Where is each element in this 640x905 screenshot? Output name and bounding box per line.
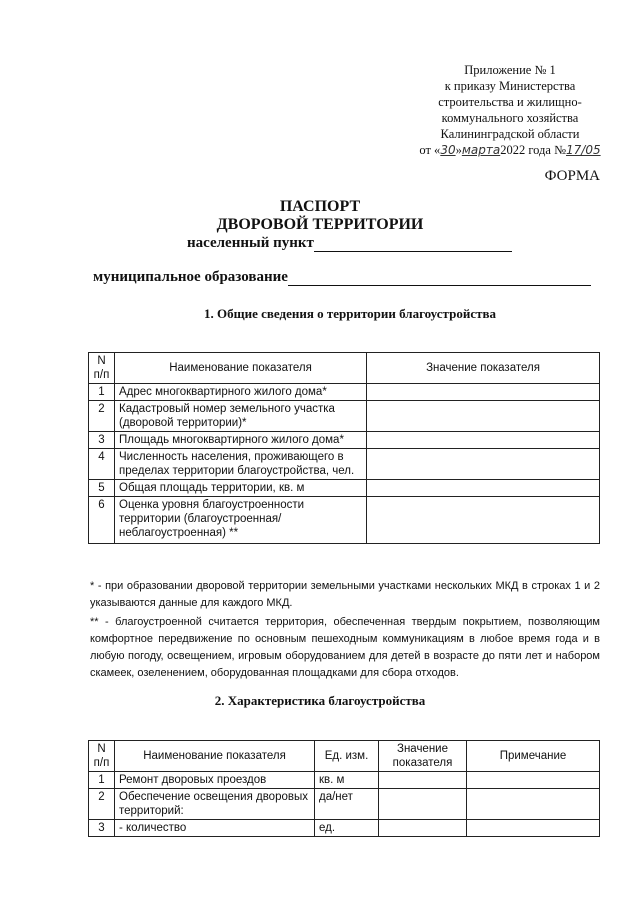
row-name: Кадастровый номер земельного участка (дворовой территории)* — [115, 401, 367, 432]
header-name: Наименование показателя — [115, 741, 315, 772]
row-number: 1 — [89, 772, 115, 789]
table-row — [89, 449, 600, 480]
table-row — [89, 480, 600, 497]
row-name: Ремонт дворовых проездов — [115, 772, 315, 789]
table-row — [89, 497, 600, 544]
header-unit: Ед. изм. — [315, 741, 379, 772]
row-value-cell[interactable] — [367, 497, 600, 544]
municipality-label: муниципальное образование — [93, 269, 288, 285]
row-number: 5 — [89, 480, 115, 497]
municipality-blank[interactable] — [288, 271, 591, 286]
approval-line: коммунального хозяйства — [441, 111, 579, 125]
approval-date-line — [395, 142, 625, 158]
approval-line: строительства и жилищно- — [438, 95, 582, 109]
date-prefix: от « — [419, 143, 441, 157]
row-unit: да/нет — [315, 789, 379, 820]
table-row — [89, 401, 600, 432]
row-number: 1 — [89, 384, 115, 401]
row-value-cell[interactable] — [367, 449, 600, 480]
table-header-row — [89, 741, 600, 772]
row-value-cell[interactable] — [367, 384, 600, 401]
table-header-row — [89, 353, 600, 384]
table-row — [89, 789, 600, 820]
handwritten-month: марта — [461, 143, 501, 157]
header-value: Значение показателя — [367, 353, 600, 384]
row-name: - количество — [115, 820, 315, 837]
row-value-cell[interactable] — [379, 789, 467, 820]
passport-subtitle: ДВОРОВОЙ ТЕРРИТОРИИ — [216, 216, 424, 233]
row-name: Обеспечение освещения дворовых территорий: — [115, 789, 315, 820]
row-name: Адрес многоквартирного жилого дома* — [115, 384, 367, 401]
footnote-double-star: ** - благоустроенной считается территория, обеспеченная твердым покрытием, позволяющим комфортное передвижение по основным пешеходным коммуникациям в любое время года и в любую погоду, освещением, игровым оборудованием для детей в возрасте до пяти лет и набором скамеек, озеленением, оборудованная площадками для сбора отходов. — [90, 616, 600, 679]
approval-line: Приложение № 1 — [464, 63, 556, 77]
row-number: 2 — [89, 401, 115, 432]
row-name: Общая площадь территории, кв. м — [115, 480, 367, 497]
section1-heading: 1. Общие сведения о территории благоустройства — [204, 306, 496, 321]
handwritten-day: 30 — [440, 143, 456, 157]
table-row — [89, 384, 600, 401]
date-suffix: 2022 года № — [500, 143, 567, 157]
row-number: 3 — [89, 820, 115, 837]
approval-block — [395, 62, 625, 158]
municipality-field — [93, 269, 591, 286]
row-note-cell[interactable] — [467, 820, 600, 837]
row-name: Численность населения, проживающего в пределах территории благоустройства, чел. — [115, 449, 367, 480]
row-number: 3 — [89, 432, 115, 449]
row-number: 6 — [89, 497, 115, 544]
settlement-label: населенный пункт — [187, 235, 314, 251]
forma-label: ФОРМА — [544, 168, 600, 184]
handwritten-number: 17/05 — [566, 143, 601, 157]
row-name: Оценка уровня благоустроенности территории (благоустроенная/ неблагоустроенная) ** — [115, 497, 367, 544]
row-value-cell[interactable] — [367, 401, 600, 432]
general-info-table — [88, 352, 600, 544]
header-note: Примечание — [467, 741, 600, 772]
footnote-single-star: * - при образовании дворовой территории земельными участками нескольких МКД в строках 1 и 2 указываются данные для каждого МКД. — [90, 580, 600, 609]
settlement-field — [187, 235, 512, 252]
row-unit: ед. — [315, 820, 379, 837]
row-note-cell[interactable] — [467, 772, 600, 789]
table-row — [89, 432, 600, 449]
header-number: N п/п — [89, 741, 115, 772]
row-value-cell[interactable] — [367, 432, 600, 449]
passport-title: ПАСПОРТ — [279, 198, 361, 215]
table-row — [89, 772, 600, 789]
table-row — [89, 820, 600, 837]
improvement-table — [88, 740, 600, 837]
row-value-cell[interactable] — [379, 772, 467, 789]
approval-line: Калининградской области — [440, 127, 580, 141]
row-unit: кв. м — [315, 772, 379, 789]
settlement-blank[interactable] — [314, 237, 512, 252]
row-value-cell[interactable] — [367, 480, 600, 497]
row-number: 4 — [89, 449, 115, 480]
approval-line: к приказу Министерства — [444, 79, 576, 93]
section2-heading: 2. Характеристика благоустройства — [214, 693, 426, 708]
header-name: Наименование показателя — [115, 353, 367, 384]
row-number: 2 — [89, 789, 115, 820]
row-value-cell[interactable] — [379, 820, 467, 837]
row-note-cell[interactable] — [467, 789, 600, 820]
row-name: Площадь многоквартирного жилого дома* — [115, 432, 367, 449]
date-mid: » — [455, 143, 462, 157]
header-value: Значение показателя — [379, 741, 467, 772]
header-number: N п/п — [89, 353, 115, 384]
